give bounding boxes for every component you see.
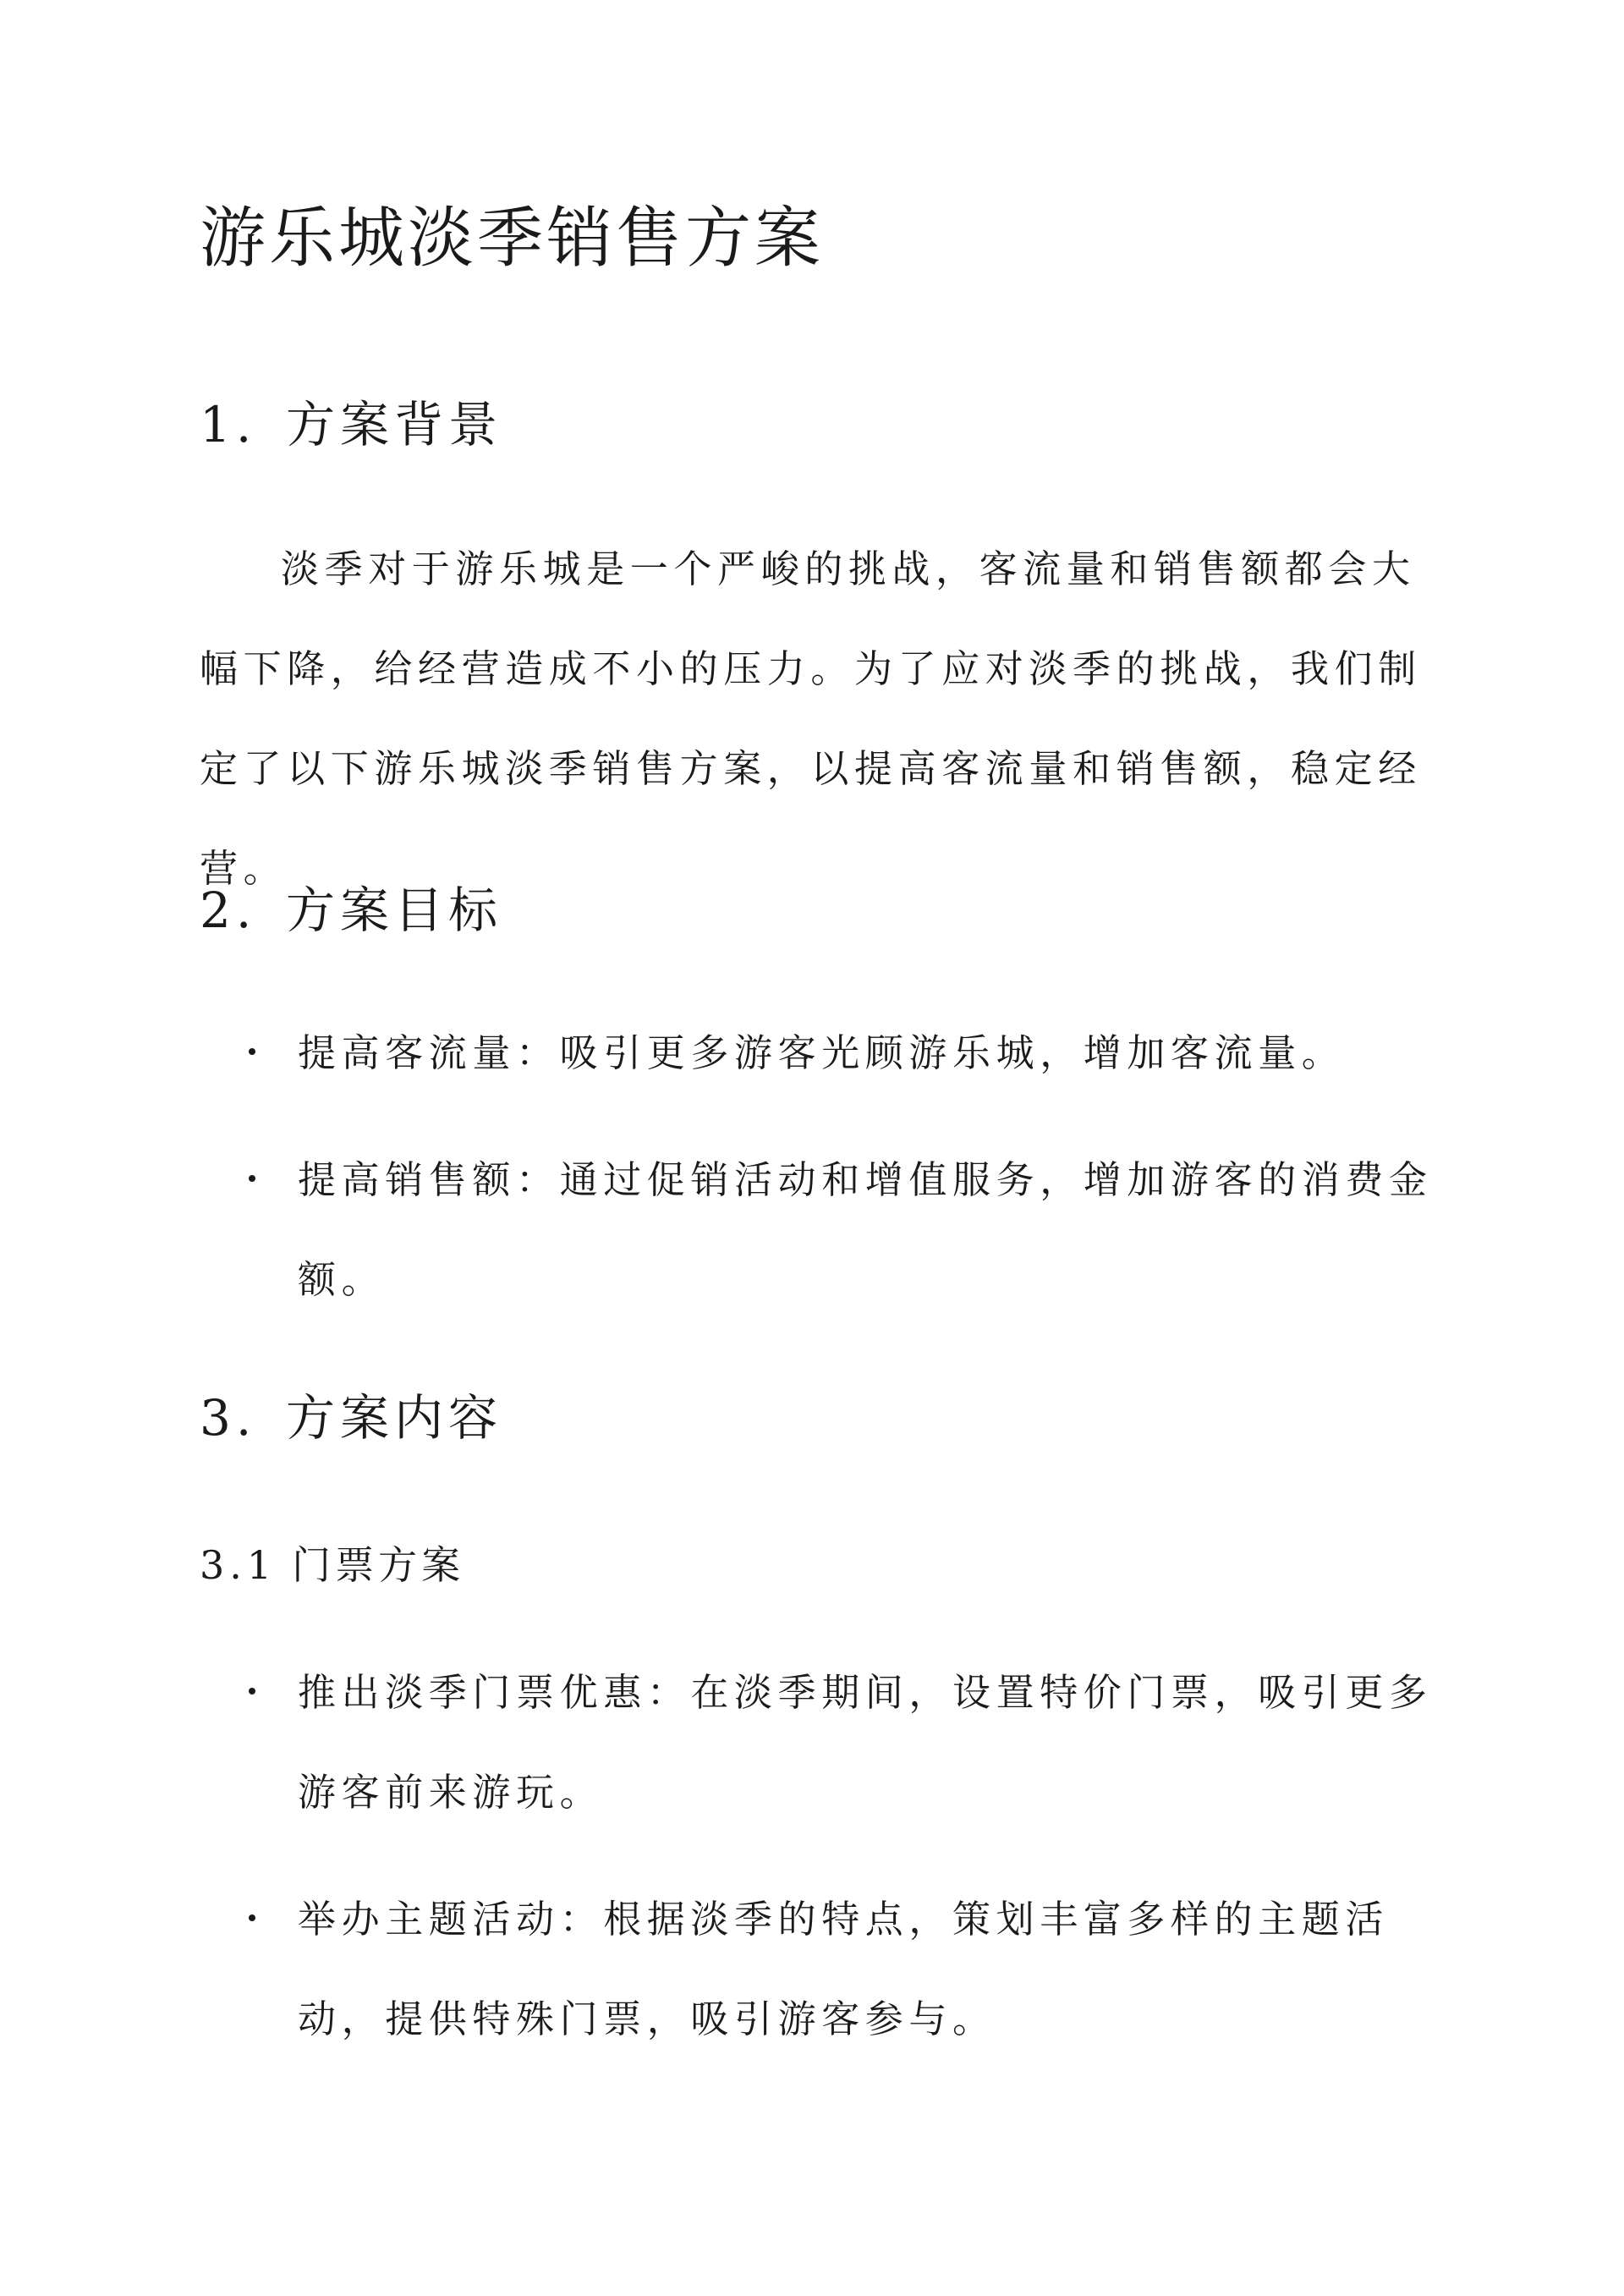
list-item-text: 提高客流量：吸引更多游客光顾游乐城，增加客流量。 (298, 1030, 1346, 1075)
list-item (200, 1643, 1448, 1843)
bullet-icon (249, 1048, 255, 1055)
section-title: 方案目标 (286, 882, 503, 939)
list-item (200, 1130, 1448, 1330)
bullet-icon (249, 1175, 255, 1182)
section-title: 方案背景 (286, 396, 503, 453)
list-item (200, 1003, 1448, 1103)
list-item-text: 举办主题活动：根据淡季的特点，策划丰富多样的主题活动，提供特殊门票，吸引游客参与。 (298, 1897, 1390, 2041)
list-item (200, 1870, 1448, 2069)
goals-list (200, 1003, 1448, 1330)
subsection-heading-tickets (200, 1538, 464, 1592)
section-title: 方案内容 (286, 1389, 503, 1447)
subsection-title: 门票方案 (292, 1542, 465, 1588)
bullet-icon (249, 1914, 255, 1921)
bullet-icon (249, 1688, 255, 1695)
tickets-list (200, 1643, 1448, 2069)
section-heading-content (200, 1384, 502, 1452)
background-paragraph: 淡季对于游乐城是一个严峻的挑战，客流量和销售额都会大幅下降，给经营造成不小的压力。为了应对淡季的挑战，我们制定了以下游乐城淡季销售方案，以提高客流量和销售额，稳定经营。 (200, 547, 1422, 891)
document-title: 游乐城淡季销售方案 (200, 200, 825, 277)
section-number: 3. (200, 1389, 257, 1447)
section-heading-background (200, 391, 502, 459)
section-number: 1. (200, 396, 257, 453)
subsection-number: 3.1 (200, 1542, 277, 1588)
list-item-text: 提高销售额：通过促销活动和增值服务，增加游客的消费金额。 (298, 1157, 1433, 1302)
section-heading-goals (200, 876, 502, 944)
section-number: 2. (200, 882, 257, 939)
list-item-text: 推出淡季门票优惠：在淡季期间，设置特价门票，吸引更多游客前来游玩。 (298, 1670, 1433, 1815)
